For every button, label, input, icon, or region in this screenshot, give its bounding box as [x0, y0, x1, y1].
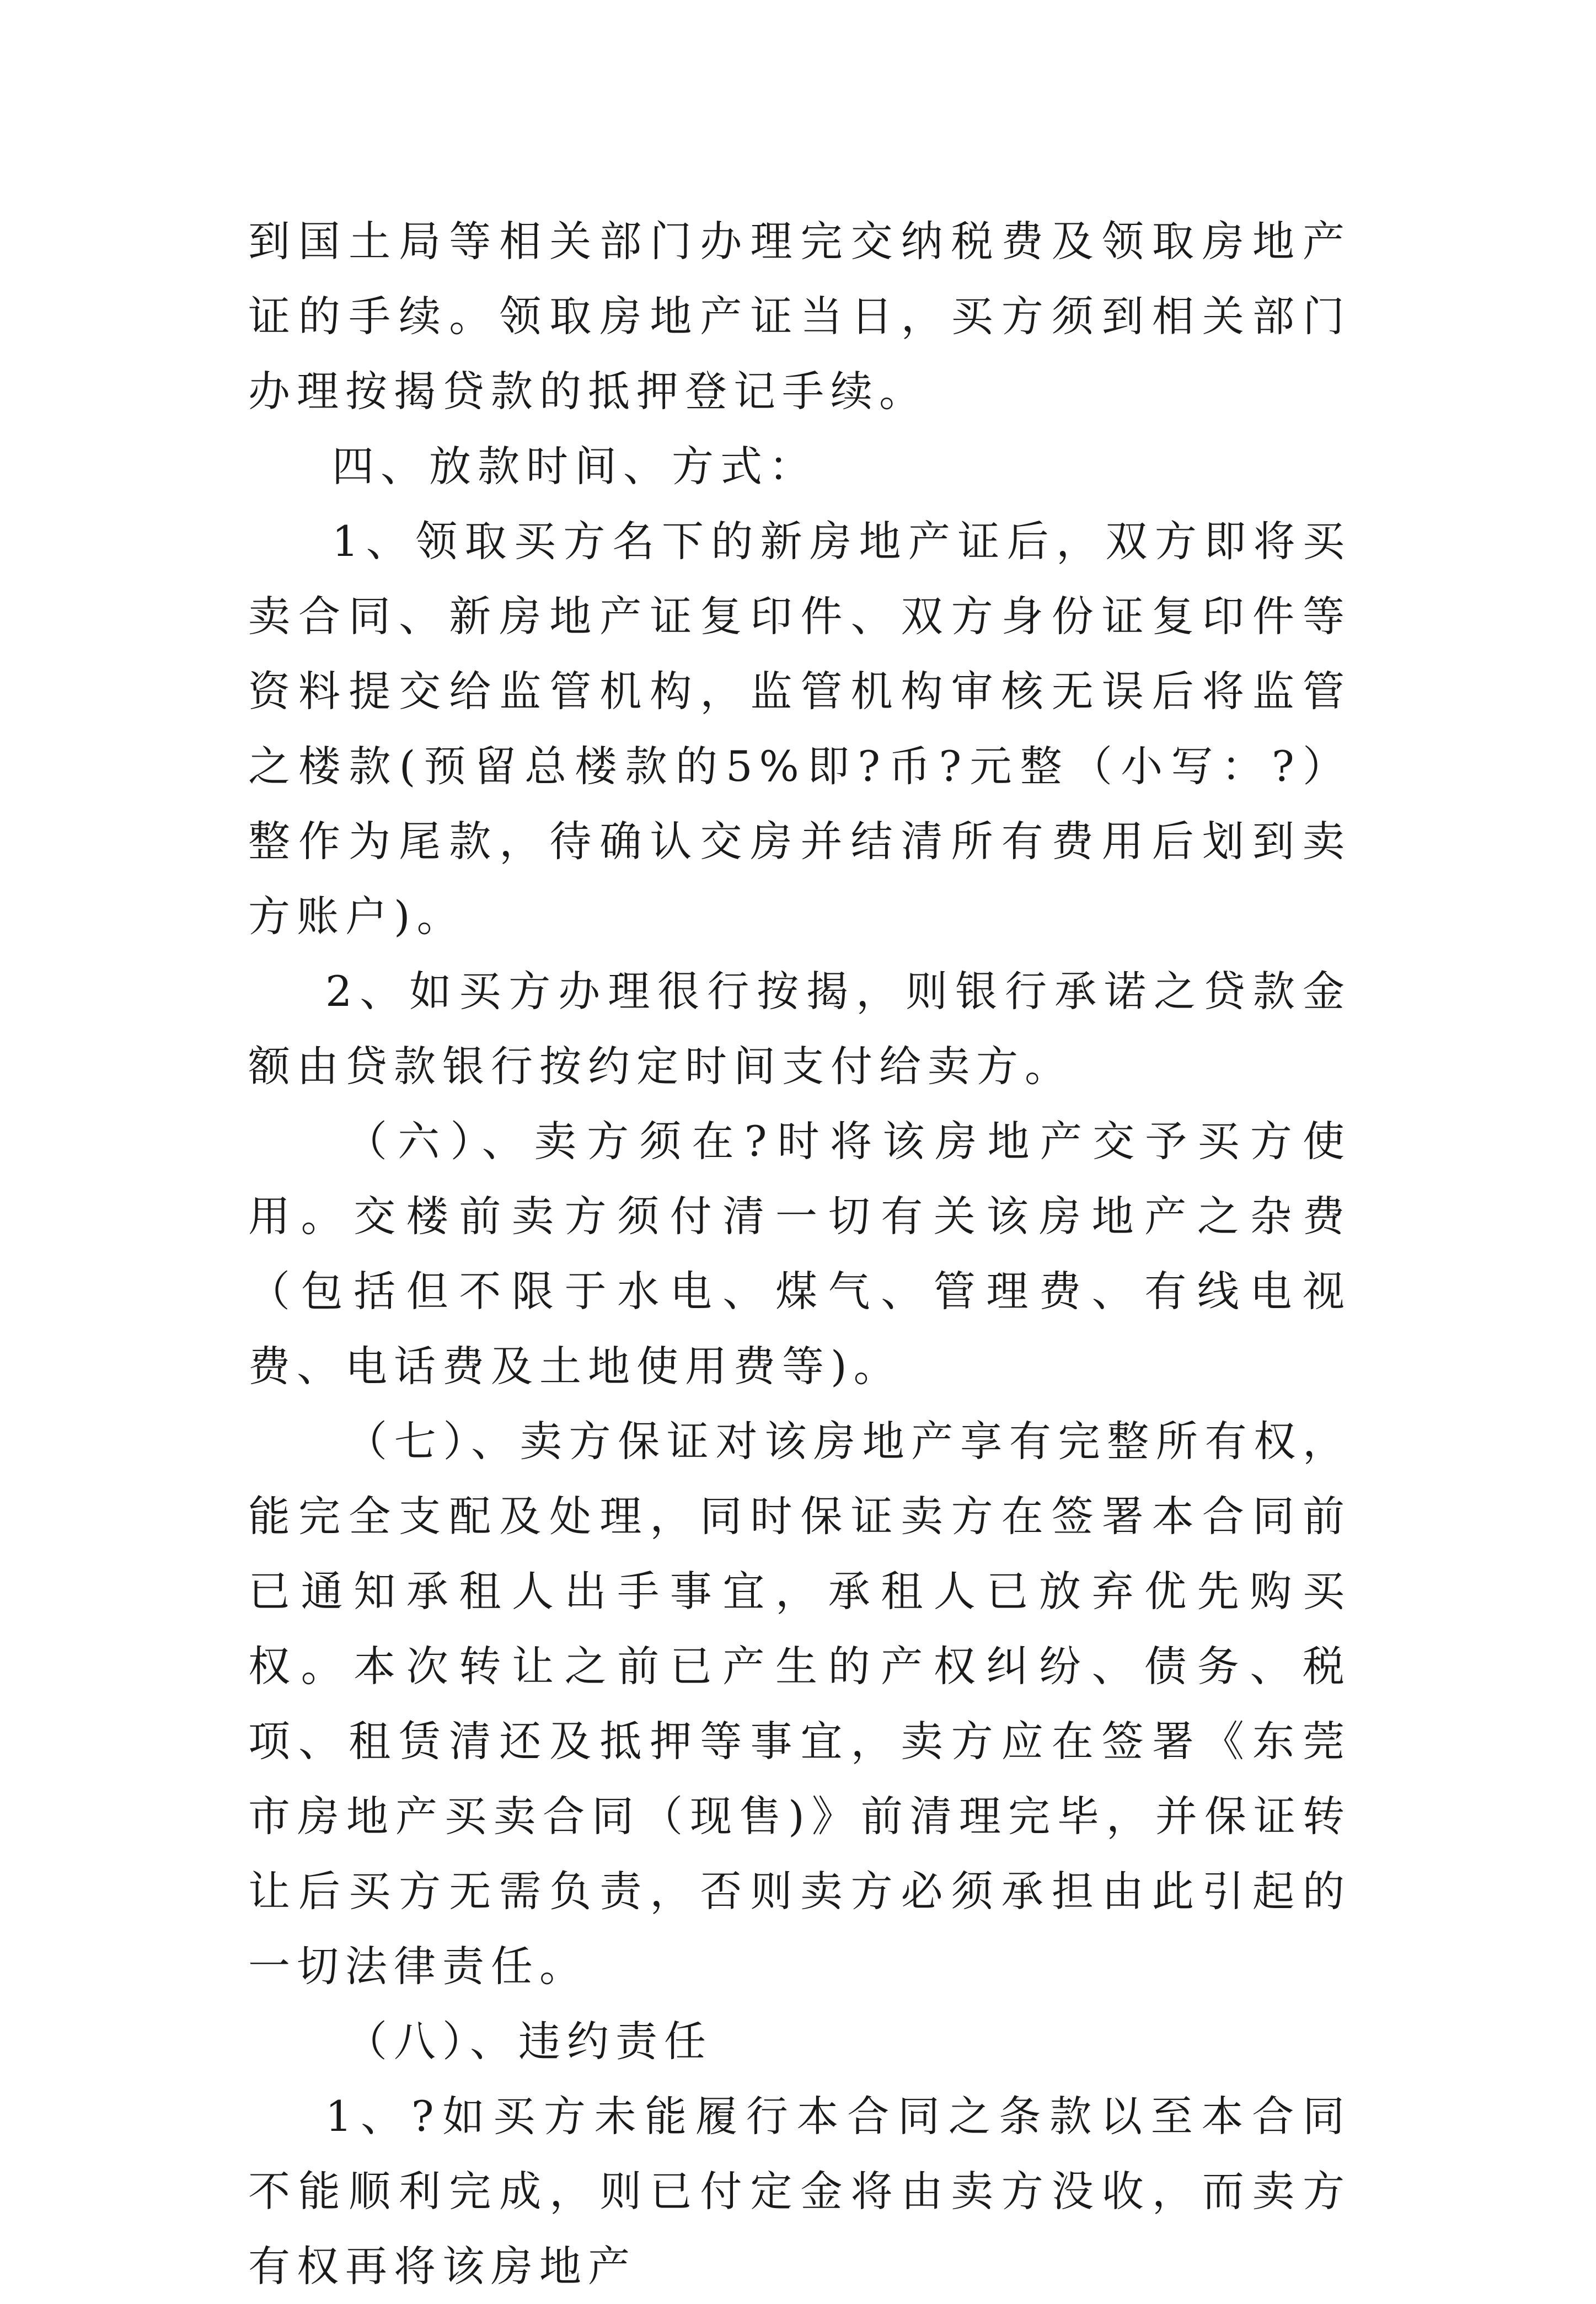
- document-body: [248, 204, 1351, 2304]
- section-heading-breach: （八）、违约责任: [345, 2017, 713, 2066]
- paragraph-breach-clause-1: 1、?如买方未能履行本合同之条款以至本合同不能顺利完成，则已付定金将由卖方没收，而卖方有权再将该房地产: [248, 2092, 1351, 2291]
- paragraph-clause-1: 1、领取买方名下的新房地产证后，双方即将买卖合同、新房地产证复印件、双方身份证复印件等资料提交给监管机构，监管机构审核无误后将监管之楼款(预留总楼款的5%即?币?元整（小写：?）整作为尾款，待确认交房并结清所有费用后划到卖方账户)。: [248, 517, 1351, 941]
- paragraph-clause-2: 2、如买方办理很行按揭，则银行承诺之贷款金额由贷款银行按约定时间支付给卖方。: [248, 967, 1351, 1091]
- paragraph-continuation: 到国土局等相关部门办理完交纳税费及领取房地产证的手续。领取房地产证当日，买方须到相关部门办理按揭贷款的抵押登记手续。: [248, 217, 1351, 416]
- paragraph-section-six: （六）、卖方须在?时将该房地产交予买方使用。交楼前卖方须付清一切有关该房地产之杂费（包括但不限于水电、煤气、管理费、有线电视费、电话费及土地使用费等)。: [248, 1117, 1351, 1391]
- section-heading-loan-release: 四、放款时间、方式：: [332, 442, 817, 491]
- paragraph-section-seven: （七）、卖方保证对该房地产享有完整所有权，能完全支配及处理，同时保证卖方在签署本合同前已通知承租人出手事宜，承租人已放弃优先购买权。本次转让之前已产生的产权纠纷、债务、税项、租赁清还及抵押等事宜，卖方应在签署《东莞市房地产买卖合同（现售)》前清理完毕，并保证转让后买方无需负责，否则卖方必须承担由此引起的一切法律责任。: [248, 1417, 1351, 1991]
